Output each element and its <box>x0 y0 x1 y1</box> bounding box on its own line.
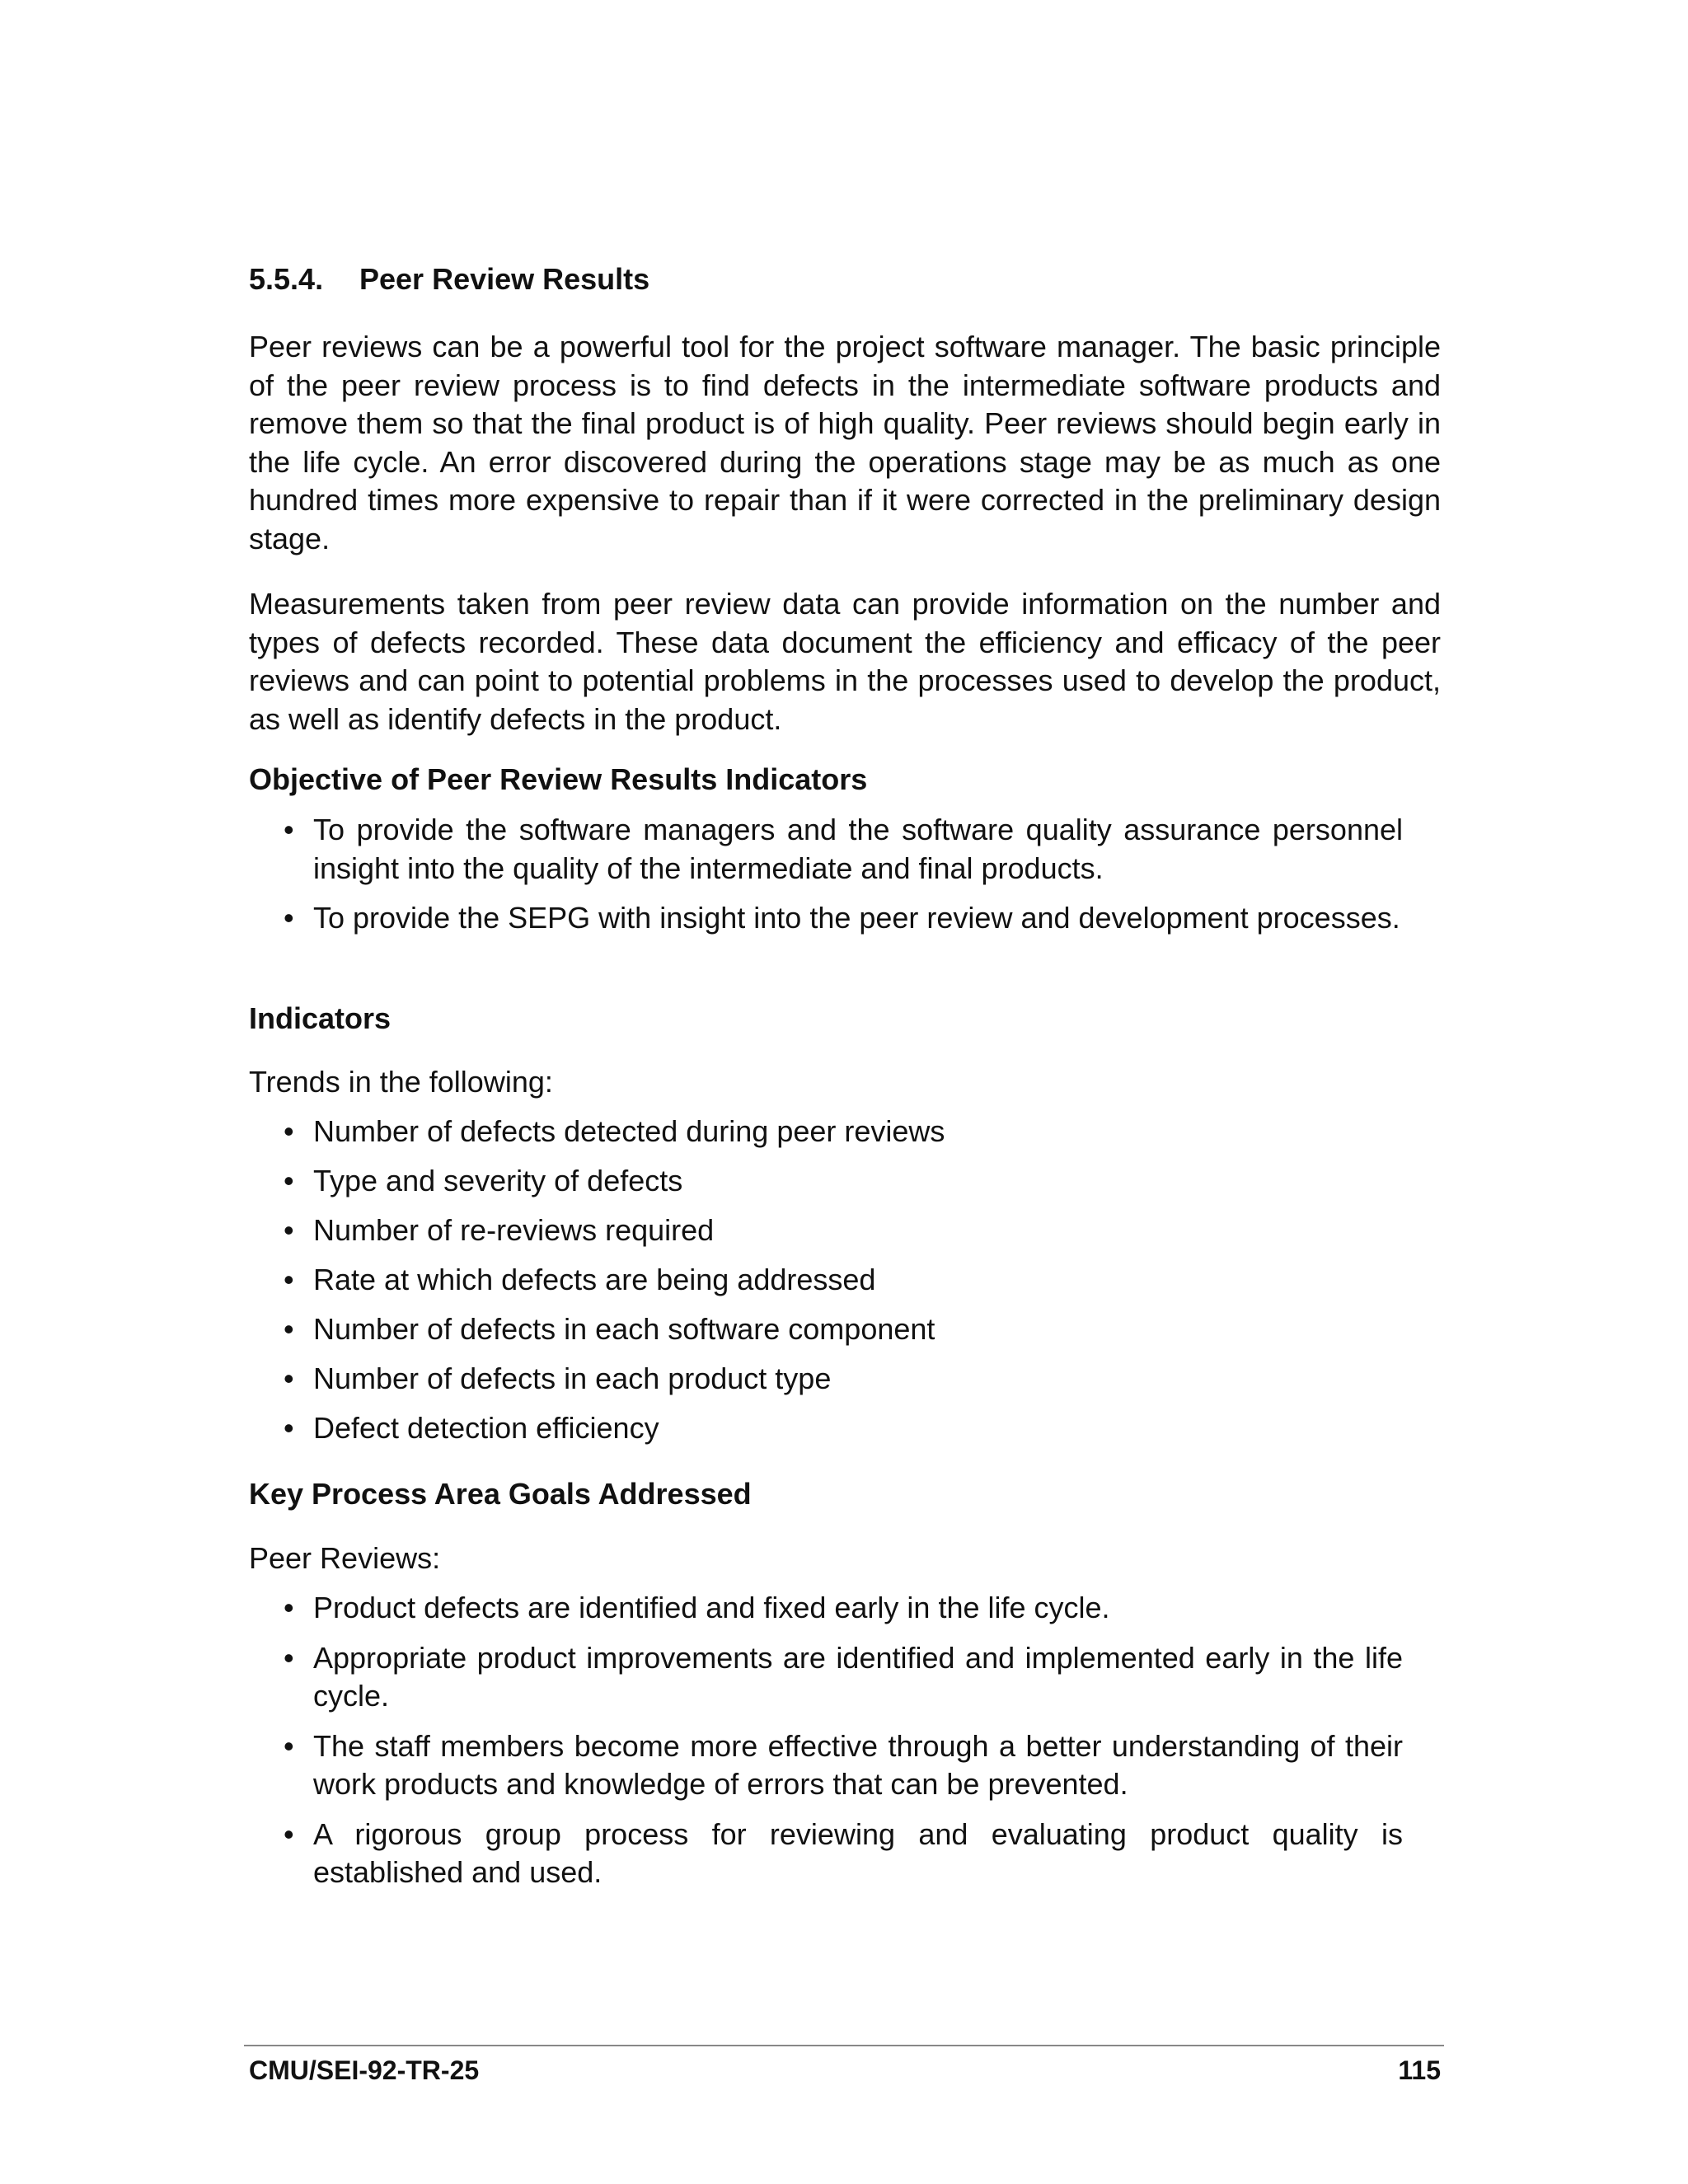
section-heading <box>249 262 649 297</box>
list-item <box>284 1816 1403 1892</box>
list-item <box>284 1261 1403 1299</box>
bullet: • <box>284 1591 294 1624</box>
list-item-text: Number of defects detected during peer reviews <box>313 1114 945 1148</box>
paragraph-measurements: Measurements taken from peer review data can provide information on the number and types of defects recorded. These data document the efficiency and efficacy of the peer reviews and can point to potential problems in the processes used to develop the product, as well as identify defects in the product. <box>249 587 1441 736</box>
list-item <box>284 1639 1403 1716</box>
objective-heading: Objective of Peer Review Results Indicators <box>249 762 868 796</box>
paragraph-intro: Peer reviews can be a powerful tool for the project software manager. The basic principle of the peer review process is to find defects in the intermediate software products and remove them so that the final product is of high quality. Peer reviews should begin early in the life cycle. An error discovered during the operations stage may be as much as one hundred times more expensive to repair than if it were corrected in the preliminary design stage. <box>249 330 1441 555</box>
bullet: • <box>284 1361 294 1395</box>
list-item-text: Type and severity of defects <box>313 1164 683 1197</box>
indicators-heading: Indicators <box>249 1001 392 1035</box>
kpa-intro: Peer Reviews: <box>249 1541 441 1575</box>
list-item-text: Defect detection efficiency <box>313 1411 659 1445</box>
bullet: • <box>284 901 294 935</box>
list-item <box>284 811 1403 888</box>
section-number: 5.5.4. <box>249 262 324 296</box>
bullet: • <box>284 1114 294 1148</box>
bullet: • <box>284 1728 294 1763</box>
list-item <box>284 1727 1403 1804</box>
bullet: • <box>284 813 294 846</box>
list-item-text: Appropriate product improvements are identified and implemented early in the life cycle. <box>313 1640 1403 1713</box>
objective-list <box>284 811 1403 949</box>
list-item <box>284 1310 1403 1348</box>
indicators-list <box>284 1113 1403 1459</box>
list-item <box>284 1212 1403 1249</box>
list-item <box>284 1360 1403 1398</box>
list-item-text: The staff members become more effective through a better understanding of their work products and knowledge of errors that can be prevented. <box>313 1728 1403 1801</box>
bullet: • <box>284 1411 294 1445</box>
list-item-text: Number of defects in each product type <box>313 1361 832 1395</box>
footer-rule <box>244 2045 1444 2046</box>
bullet: • <box>284 1263 294 1296</box>
list-item-text: To provide the SEPG with insight into the peer review and development processes. <box>313 901 1400 935</box>
bullet: • <box>284 1640 294 1675</box>
kpa-list <box>284 1589 1403 1904</box>
list-item-text: A rigorous group process for reviewing and evaluating product quality is established and used. <box>313 1816 1403 1889</box>
list-item-text: To provide the software managers and the software quality assurance personnel insight into the quality of the intermediate and final products. <box>313 813 1403 885</box>
footer-page-number: 115 <box>1398 2055 1441 2085</box>
bullet: • <box>284 1312 294 1346</box>
list-item-text: Number of defects in each software component <box>313 1312 935 1346</box>
section-title: Peer Review Results <box>359 262 650 296</box>
indicators-intro: Trends in the following: <box>249 1065 553 1099</box>
footer-report-id: CMU/SEI-92-TR-25 <box>249 2055 480 2085</box>
list-item <box>284 1409 1403 1447</box>
list-item <box>284 899 1403 938</box>
list-item <box>284 1113 1403 1151</box>
kpa-heading: Key Process Area Goals Addressed <box>249 1477 752 1511</box>
list-item <box>284 1589 1403 1628</box>
bullet: • <box>284 1164 294 1197</box>
list-item-text: Product defects are identified and fixed early in the life cycle. <box>313 1591 1110 1624</box>
bullet: • <box>284 1816 294 1851</box>
bullet: • <box>284 1213 294 1247</box>
list-item-text: Number of re-reviews required <box>313 1213 715 1247</box>
list-item <box>284 1162 1403 1200</box>
list-item-text: Rate at which defects are being addressed <box>313 1263 876 1296</box>
